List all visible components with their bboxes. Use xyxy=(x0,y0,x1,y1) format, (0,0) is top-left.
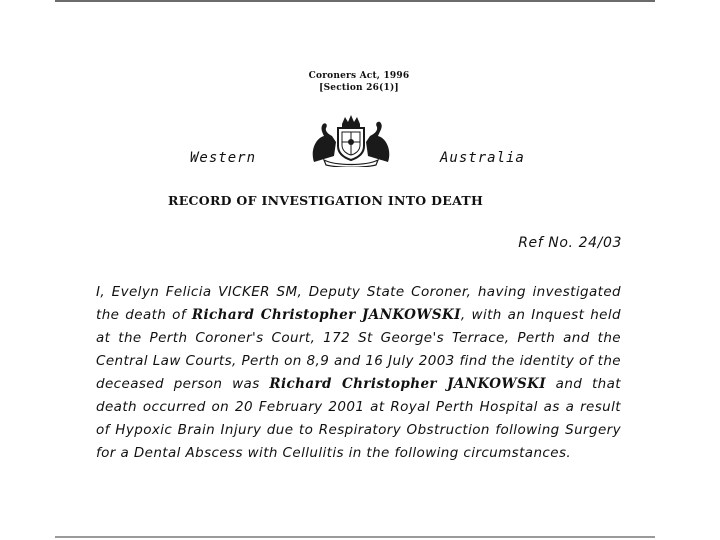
finding-text-3: and that death occurred on 20 February 2001 at Royal Perth Hospital as a result of Hypoxic Brain Injury due to Respiratory Obstruction following Surgery for a Dental Abscess with Cellulitis in the following circumstances. xyxy=(96,376,622,461)
act-reference xyxy=(300,70,418,94)
act-section: [Section 26(1)] xyxy=(319,83,399,93)
act-title: Coroners Act, 1996 xyxy=(308,71,410,81)
reference-number: Ref No. 24/03 xyxy=(518,235,622,251)
document-title: RECORD OF INVESTIGATION INTO DEATH xyxy=(168,193,484,208)
coat-of-arms-icon xyxy=(306,112,396,167)
deceased-name: Richard Christopher JANKOWSKI xyxy=(191,307,461,323)
state-label-australia: Australia xyxy=(440,150,525,166)
bottom-rule xyxy=(55,536,655,538)
top-rule xyxy=(55,0,655,2)
state-label-western: Western xyxy=(190,150,257,166)
finding-paragraph xyxy=(96,281,621,465)
finding-text-1: I, Evelyn Felicia VICKER SM, Deputy State Coroner, having investigated the death of xyxy=(96,284,621,323)
finding-text-2: , with an Inquest held at the Perth Coroner's Court, 172 St George's Terrace, Perth and the Central Law Courts, Perth on 8,9 and 16 July 2003 find the identity of the deceased person was xyxy=(96,307,621,392)
deceased-name: Richard Christopher JANKOWSKI xyxy=(269,376,546,392)
